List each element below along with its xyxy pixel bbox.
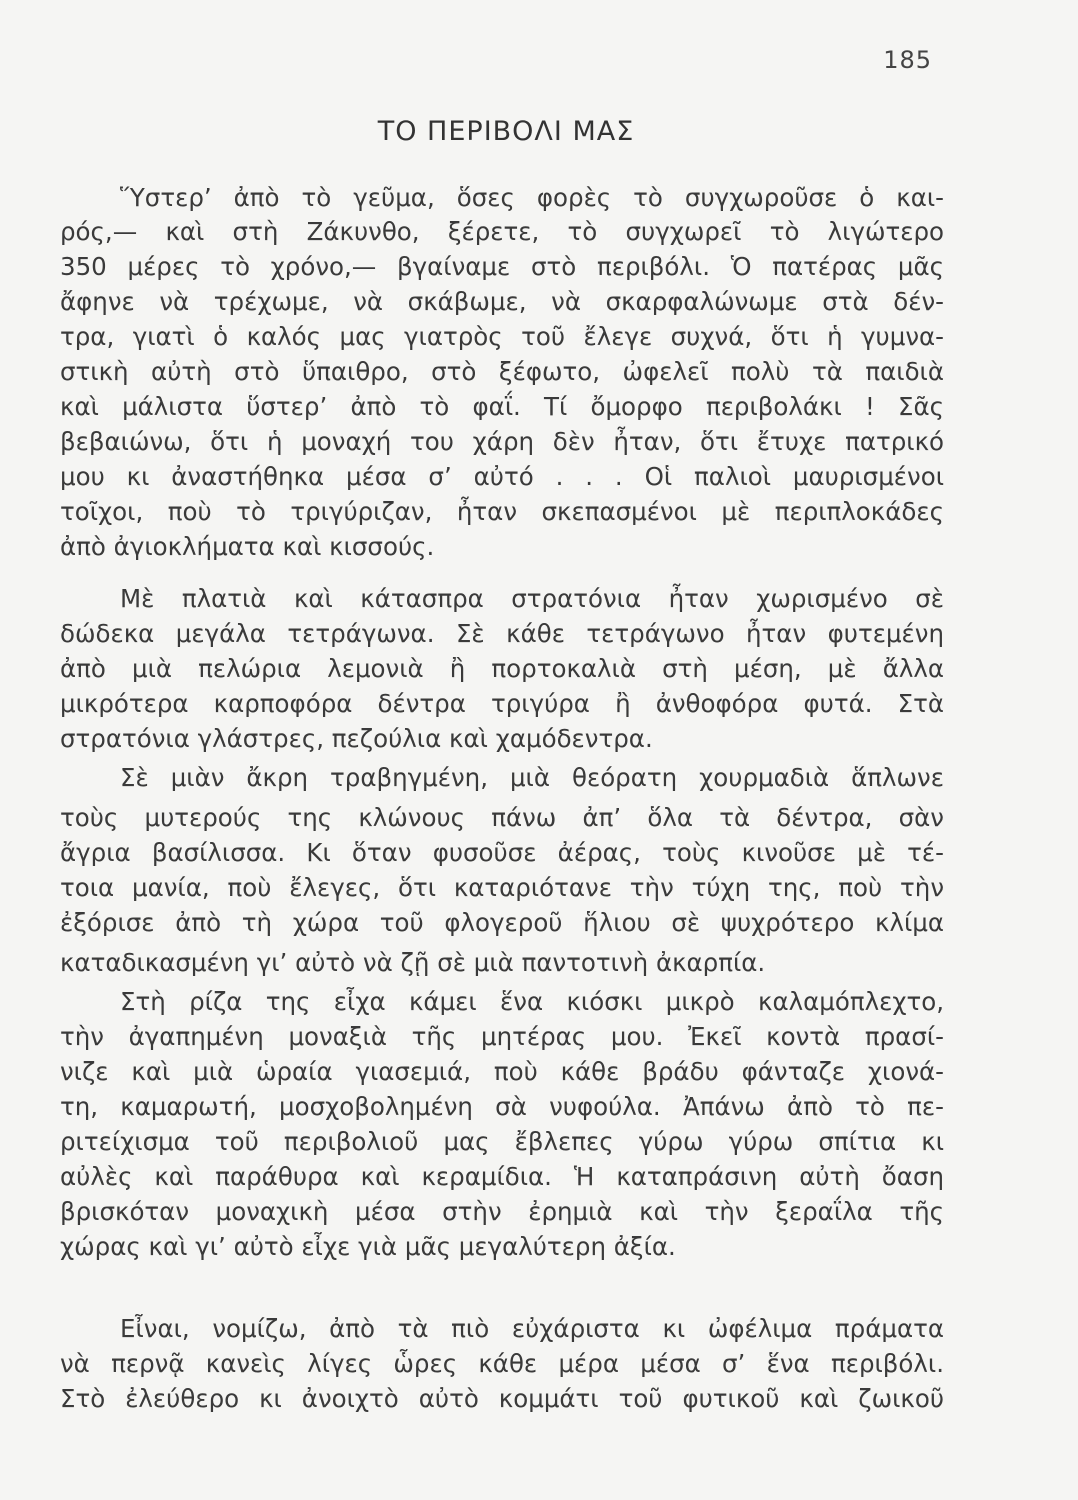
text-line: ἀπὸ μιὰ πελώρια λεμονιὰ ἢ πορτοκαλιὰ στὴ μέση, μὲ ἄλλα [60, 654, 944, 683]
text-line: τοὺς μυτερούς της κλώνους πάνω ἀπ’ ὅλα τὰ δέντρα, σὰν [60, 803, 944, 832]
text-line: βεβαιώνω, ὅτι ἡ μοναχή του χάρη δὲν ἦταν, ὅτι ἔτυχε πατρικό [60, 427, 944, 456]
text-line: Στὸ ἐλεύθερο κι ἀνοιχτὸ αὐτὸ κομμάτι τοῦ φυτικοῦ καὶ ζωικοῦ [60, 1384, 944, 1413]
text-line: τρα, γιατὶ ὁ καλός μας γιατρὸς τοῦ ἔλεγε συχνά, ὅτι ἡ γυμνα- [60, 322, 944, 351]
text-line: Σὲ μιὰν ἄκρη τραβηγμένη, μιὰ θεόρατη χουρμαδιὰ ἅπλωνε [120, 763, 944, 792]
text-line: στικὴ αὐτὴ στὸ ὕπαιθρο, στὸ ξέφωτο, ὠφελεῖ πολὺ τὰ παιδιὰ [60, 357, 944, 386]
text-line: αὐλὲς καὶ παράθυρα καὶ κεραμίδια. Ἡ καταπράσινη αὐτὴ ὄαση [60, 1162, 944, 1191]
text-line: ρός,— καὶ στὴ Ζάκυνθο, ξέρετε, τὸ συγχωρεῖ τὸ λιγώτερο [60, 217, 944, 246]
text-line: καταδικασμένη γι’ αὐτὸ νὰ ζῇ σὲ μιὰ παντοτινὴ ἀκαρπία. [60, 948, 766, 977]
text-line: ἄφηνε νὰ τρέχωμε, νὰ σκάβωμε, νὰ σκαρφαλώνωμε στὰ δέν- [60, 287, 944, 316]
text-line: καὶ μάλιστα ὕστερ’ ἀπὸ τὸ φαΐ. Τί ὄμορφο περιβολάκι ! Σᾶς [60, 392, 944, 421]
text-line: βρισκόταν μοναχικὴ μέσα στὴν ἐρημιὰ καὶ τὴν ξεραΐλα τῆς [60, 1197, 944, 1226]
text-line: Στὴ ρίζα της εἶχα κάμει ἕνα κιόσκι μικρὸ καλαμόπλεχτο, [120, 987, 944, 1016]
text-line: ἄγρια βασίλισσα. Κι ὅταν φυσοῦσε ἀέρας, τοὺς κινοῦσε μὲ τέ- [60, 838, 944, 867]
text-line: μικρότερα καρποφόρα δέντρα τριγύρα ἢ ἀνθοφόρα φυτά. Στὰ [60, 689, 944, 718]
text-line: τοια μανία, ποὺ ἔλεγες, ὅτι καταριότανε τὴν τύχη της, ποὺ τὴν [60, 873, 944, 902]
page-number: 185 [883, 46, 932, 74]
text-line: τοῖχοι, ποὺ τὸ τριγύριζαν, ἦταν σκεπασμένοι μὲ περιπλοκάδες [60, 497, 944, 526]
text-line: Εἶναι, νομίζω, ἀπὸ τὰ πιὸ εὐχάριστα κι ὠφέλιμα πράματα [120, 1314, 944, 1343]
text-line: νὰ περνᾷ κανεὶς λίγες ὧρες κάθε μέρα μέσα σ’ ἕνα περιβόλι. [60, 1349, 944, 1378]
text-line: μου κι ἀναστήθηκα μέσα σ’ αὐτό . . . Οἱ παλιοὶ μαυρισμένοι [60, 462, 944, 491]
text-line: Μὲ πλατιὰ καὶ κάτασπρα στρατόνια ἦταν χωρισμένο σὲ [120, 584, 944, 613]
text-line: νιζε καὶ μιὰ ὡραία γιασεμιά, ποὺ κάθε βράδυ φάνταζε χιονά- [60, 1057, 944, 1086]
text-line: ἀπὸ ἀγιοκλήματα καὶ κισσούς. [60, 532, 435, 561]
text-line: Ὕστερ’ ἀπὸ τὸ γεῦμα, ὅσες φορὲς τὸ συγχωροῦσε ὁ και- [120, 183, 944, 212]
text-line: ἐξόρισε ἀπὸ τὴ χώρα τοῦ φλογεροῦ ἥλιου σὲ ψυχρότερο κλίμα [60, 908, 944, 937]
text-line: 350 μέρες τὸ χρόνο,— βγαίναμε στὸ περιβόλι. Ὁ πατέρας μᾶς [60, 252, 944, 281]
text-line: τη, καμαρωτή, μοσχοβολημένη σὰ νυφούλα. Ἀπάνω ἀπὸ τὸ πε- [60, 1092, 944, 1121]
text-line: στρατόνια γλάστρες, πεζούλια καὶ χαμόδεντρα. [60, 724, 653, 753]
text-line: ριτείχισμα τοῦ περιβολιοῦ μας ἔβλεπες γύρω γύρω σπίτια κι [60, 1127, 944, 1156]
text-line: τὴν ἀγαπημένη μοναξιὰ τῆς μητέρας μου. Ἐκεῖ κοντὰ πρασί- [60, 1022, 944, 1051]
text-line: χώρας καὶ γι’ αὐτὸ εἶχε γιὰ μᾶς μεγαλύτερη ἀξία. [60, 1232, 676, 1261]
chapter-title: ΤΟ ΠΕΡΙΒΟΛΙ ΜΑΣ [377, 116, 635, 147]
text-line: δώδεκα μεγάλα τετράγωνα. Σὲ κάθε τετράγωνο ἦταν φυτεμένη [60, 619, 944, 648]
